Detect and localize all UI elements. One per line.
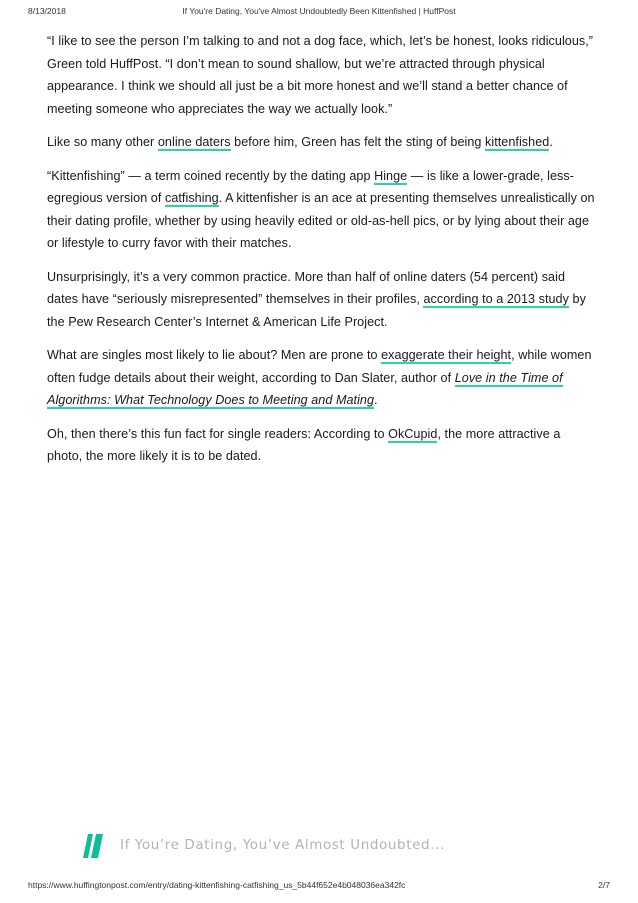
paragraph-text: — is like a lower-grade, less-egregious version of [47,168,574,205]
huffpost-slash-logo-icon [82,834,104,858]
paragraph-lies [47,344,595,412]
paragraph-okcupid [47,423,595,468]
paragraph-text: , while women often fudge details about their weight, according to Dan Slater, author of [47,348,592,385]
paragraph-text: Oh, then there’s this fun fact for single readers: According to [47,426,389,441]
print-page-title: If You're Dating, You've Almost Undoubtedly Been Kittenfished | HuffPost [182,6,456,16]
link-online-daters[interactable]: online daters [157,135,231,149]
paragraph-statistics [47,266,595,334]
paragraph-text: . [549,135,553,149]
paragraph-kittenfished [47,131,595,154]
paragraph-text: . [374,393,378,407]
paragraph-text: by the Pew Research Center’s Internet & American Life Project. [47,292,586,329]
link-hinge[interactable]: Hinge [374,168,408,183]
paragraph-text: . A kittenfisher is an ace at presenting themselves unrealistically on their dating profile, whether by using heavily edited or old-as-hell pics, or by lying about their age or lifestyle to curry favor with their matches. [47,191,595,250]
paragraph-text: Unsurprisingly, it’s a very common practice. More than half of online daters (54 percent) said dates have “seriously misrepresented” themselves in their profiles, [47,269,566,306]
link-kittenfished[interactable]: kittenfished [485,135,550,149]
paragraph-definition [47,165,595,255]
sticky-article-banner[interactable] [82,834,542,860]
paragraph-text: What are singles most likely to lie about? Men are prone to [47,348,382,362]
print-header [28,6,610,20]
link-pew-study[interactable]: according to a 2013 study [423,292,569,306]
link-catfishing[interactable]: catfishing [164,191,219,205]
paragraph-quote [47,30,595,120]
paragraph-text: “Kittenfishing” — a term coined recently by the dating app [47,168,375,183]
print-footer [28,880,610,894]
paragraph-text: “I like to see the person I’m talking to and not a dog face, which, let’s be honest, looks ridiculous,” Green told HuffPost. “I don’t mean to sound shallow, but we’re attracted through physical appearance. I think we should all just be a bit more honest and we’ll stand a better chance of meeting someone who appreciates the way we actually look.” [47,34,594,116]
article-body [47,30,595,479]
paragraph-text: , the more attractive a photo, the more likely it is to be dated. [47,426,561,463]
print-page-number: 2/7 [598,880,610,890]
print-date: 8/13/2018 [28,6,66,16]
paragraph-text: before him, Green has felt the sting of being [230,135,485,149]
print-url: https://www.huffingtonpost.com/entry/dating-kittenfishing-catfishing_us_5b44f652e4b048036ea342fc [28,880,406,890]
banner-article-title: If You’re Dating, You’ve Almost Undoubted... [120,837,445,853]
link-okcupid[interactable]: OkCupid [388,426,438,441]
paragraph-text: Like so many other [47,135,158,149]
book-title: Love in the Time of Algorithms: What Technology Does to Meeting and Mating [47,370,563,407]
link-exaggerate-height[interactable]: exaggerate their height [381,348,512,362]
